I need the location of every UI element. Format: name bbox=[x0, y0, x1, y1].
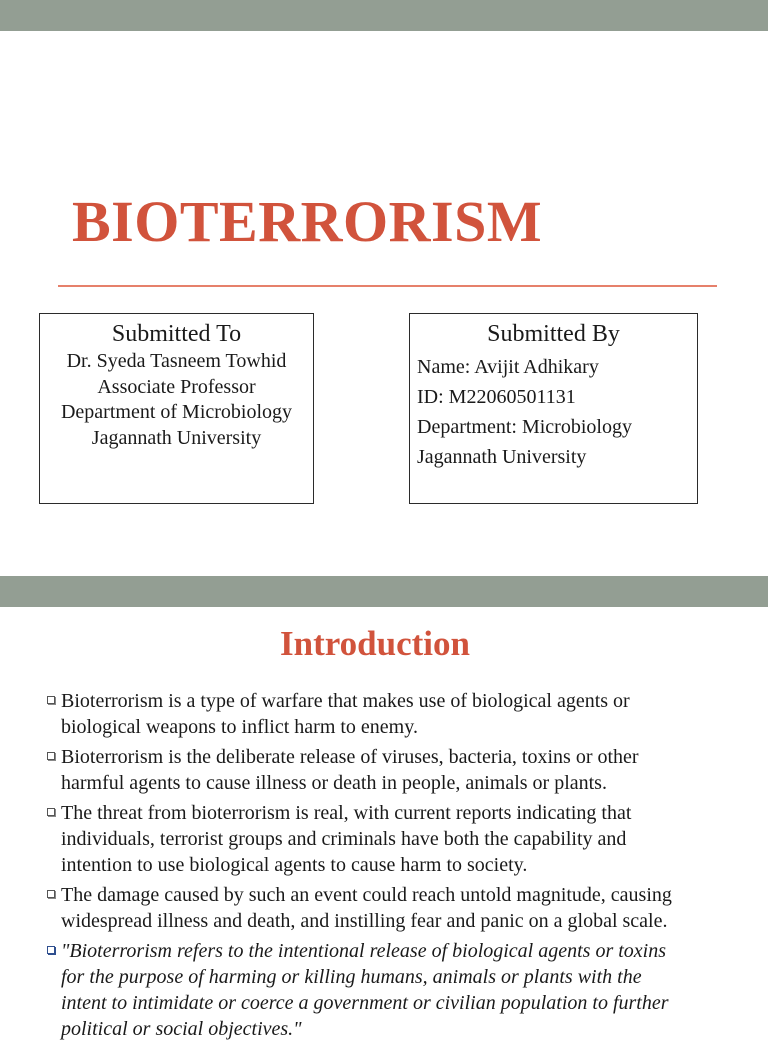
title-underline bbox=[58, 285, 717, 287]
introduction-bullet-list bbox=[0, 688, 768, 1042]
bullet-text-line: intent to intimidate or coerce a government or civilian population to further bbox=[61, 992, 669, 1014]
middle-color-band bbox=[0, 576, 768, 607]
bullet-text-line: for the purpose of harming or killing humans, animals or plants with the bbox=[61, 966, 642, 988]
student-name: Name: Avijit Adhikary bbox=[417, 356, 599, 378]
checkbox-bullet-icon bbox=[47, 946, 55, 954]
submitted-to-heading: Submitted To bbox=[111, 321, 242, 347]
student-university: Jagannath University bbox=[417, 446, 587, 468]
introduction-heading: Introduction bbox=[280, 624, 470, 663]
submitted-to-box bbox=[39, 313, 314, 504]
bullet-text-line: individuals, terrorist groups and criminals have both the capability and bbox=[61, 828, 627, 850]
list-item bbox=[0, 938, 768, 1042]
bullet-text-line: The threat from bioterrorism is real, with current reports indicating that bbox=[61, 802, 632, 824]
bullet-text-line: Bioterrorism is the deliberate release of viruses, bacteria, toxins or other bbox=[61, 746, 639, 768]
checkbox-bullet-icon bbox=[47, 808, 55, 816]
bullet-text-line: widespread illness and death, and instilling fear and panic on a global scale. bbox=[61, 910, 668, 932]
bullet-text-line: The damage caused by such an event could reach untold magnitude, causing bbox=[61, 884, 672, 906]
bullet-text-line: biological weapons to inflict harm to enemy. bbox=[61, 716, 418, 738]
list-item bbox=[0, 800, 768, 878]
checkbox-bullet-icon bbox=[47, 890, 55, 898]
submitted-by-heading: Submitted By bbox=[487, 321, 620, 347]
submitted-to-details bbox=[40, 349, 313, 451]
checkbox-bullet-icon bbox=[47, 752, 55, 760]
supervisor-name: Dr. Syeda Tasneem Towhid bbox=[66, 350, 287, 372]
supervisor-university: Jagannath University bbox=[91, 426, 262, 449]
bullet-text-line: political or social objectives." bbox=[61, 1018, 302, 1040]
list-item bbox=[0, 744, 768, 796]
bullet-text-line: "Bioterrorism refers to the intentional release of biological agents or toxins bbox=[61, 940, 667, 962]
supervisor-title: Associate Professor bbox=[97, 375, 256, 398]
top-color-band bbox=[0, 0, 768, 31]
bullet-text-line: harmful agents to cause illness or death in people, animals or plants. bbox=[61, 772, 607, 794]
submitted-by-details bbox=[417, 352, 693, 472]
supervisor-department: Department of Microbiology bbox=[60, 401, 293, 423]
bullet-text-line: Bioterrorism is a type of warfare that makes use of biological agents or bbox=[61, 690, 630, 712]
student-department: Department: Microbiology bbox=[417, 416, 632, 438]
bullet-text-line: intention to use biological agents to cause harm to society. bbox=[61, 854, 528, 876]
student-id: ID: M22060501131 bbox=[417, 386, 576, 408]
slide-title: BIOTERRORISM bbox=[72, 189, 543, 254]
checkbox-bullet-icon bbox=[47, 696, 55, 704]
submitted-by-box bbox=[409, 313, 698, 504]
list-item bbox=[0, 688, 768, 740]
list-item bbox=[0, 882, 768, 934]
